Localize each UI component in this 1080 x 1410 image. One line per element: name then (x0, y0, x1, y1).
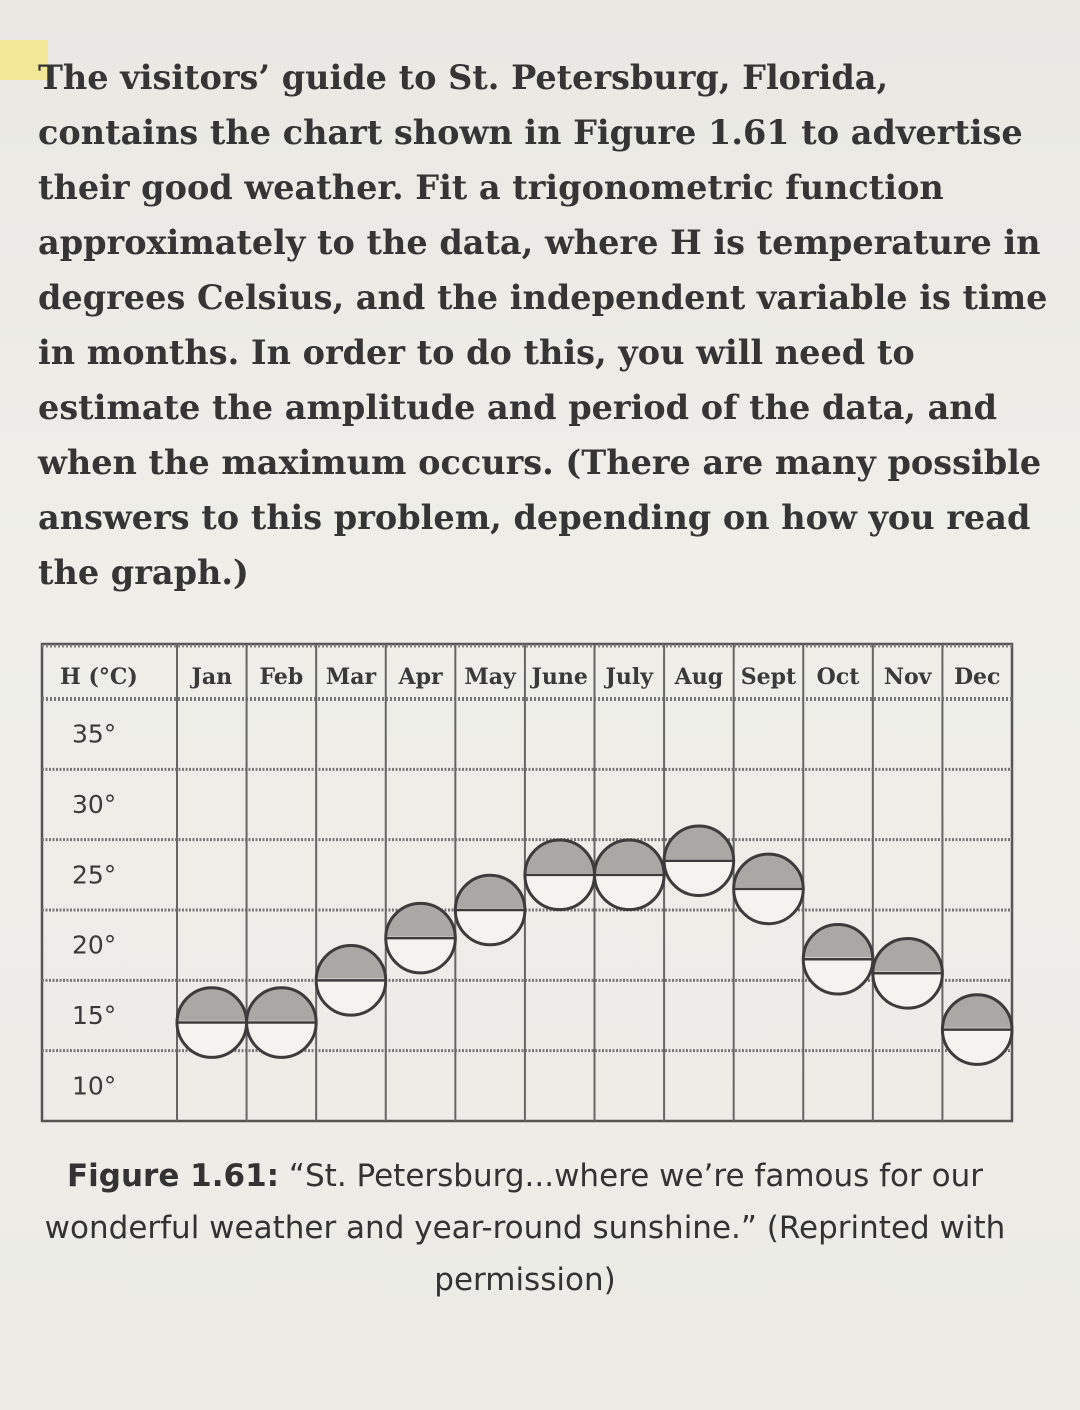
data-point-feb (247, 988, 317, 1058)
x-tick-label: May (464, 664, 516, 690)
x-tick-label: Dec (953, 664, 1001, 690)
y-tick-label: 25° (72, 860, 117, 890)
y-axis-label: H (°C) (60, 664, 138, 690)
data-point-may (455, 875, 525, 945)
data-point-apr (386, 903, 456, 973)
data-point-sept (734, 854, 804, 924)
y-tick-label: 10° (72, 1071, 117, 1101)
figure-caption (30, 1150, 1020, 1306)
problem-text: The visitors’ guide to St. Petersburg, Florida, contains the chart shown in Figure 1.61 to advertise their good weather. Fit a trigonometric function approximately to the data, where H is temperature in degrees Celsius, and the independent variable is time in months. In order to do this, you will need to estimate the amplitude and period of the data, and when the maximum occurs. (There are many possible answers to this problem, depending on how you read the graph.) (38, 58, 1048, 592)
figure-chart (30, 636, 1030, 1136)
x-tick-label: Jan (191, 664, 233, 690)
data-point-dec (942, 995, 1012, 1065)
x-tick-label: Mar (325, 664, 377, 690)
temperature-chart (30, 636, 1030, 1136)
y-tick-label: 20° (72, 930, 117, 960)
y-tick-label: 30° (72, 789, 117, 819)
x-tick-label: Sept (740, 664, 797, 690)
y-tick-label: 35° (72, 719, 117, 749)
x-tick-label: Apr (398, 664, 443, 690)
y-tick-label: 15° (72, 1000, 117, 1030)
cropped-previous-text (0, 0, 1080, 28)
data-point-oct (803, 924, 873, 994)
x-tick-label: Aug (674, 664, 724, 690)
x-tick-label: June (531, 664, 588, 690)
x-tick-label: July (605, 664, 654, 690)
x-tick-label: Oct (816, 664, 860, 690)
data-point-jan (177, 988, 247, 1058)
data-point-june (525, 840, 595, 910)
caption-text: “St. Petersburg...where we’re famous for our wonderful weather and year-round sunshine.” (Reprinted with permission) (44, 1158, 1006, 1298)
x-tick-label: Feb (259, 664, 304, 690)
data-point-aug (664, 826, 734, 896)
caption-label: Figure 1.61: (67, 1158, 280, 1194)
data-point-nov (873, 939, 943, 1009)
data-point-july (595, 840, 665, 910)
x-tick-label: Nov (883, 664, 932, 690)
data-point-mar (316, 946, 386, 1016)
